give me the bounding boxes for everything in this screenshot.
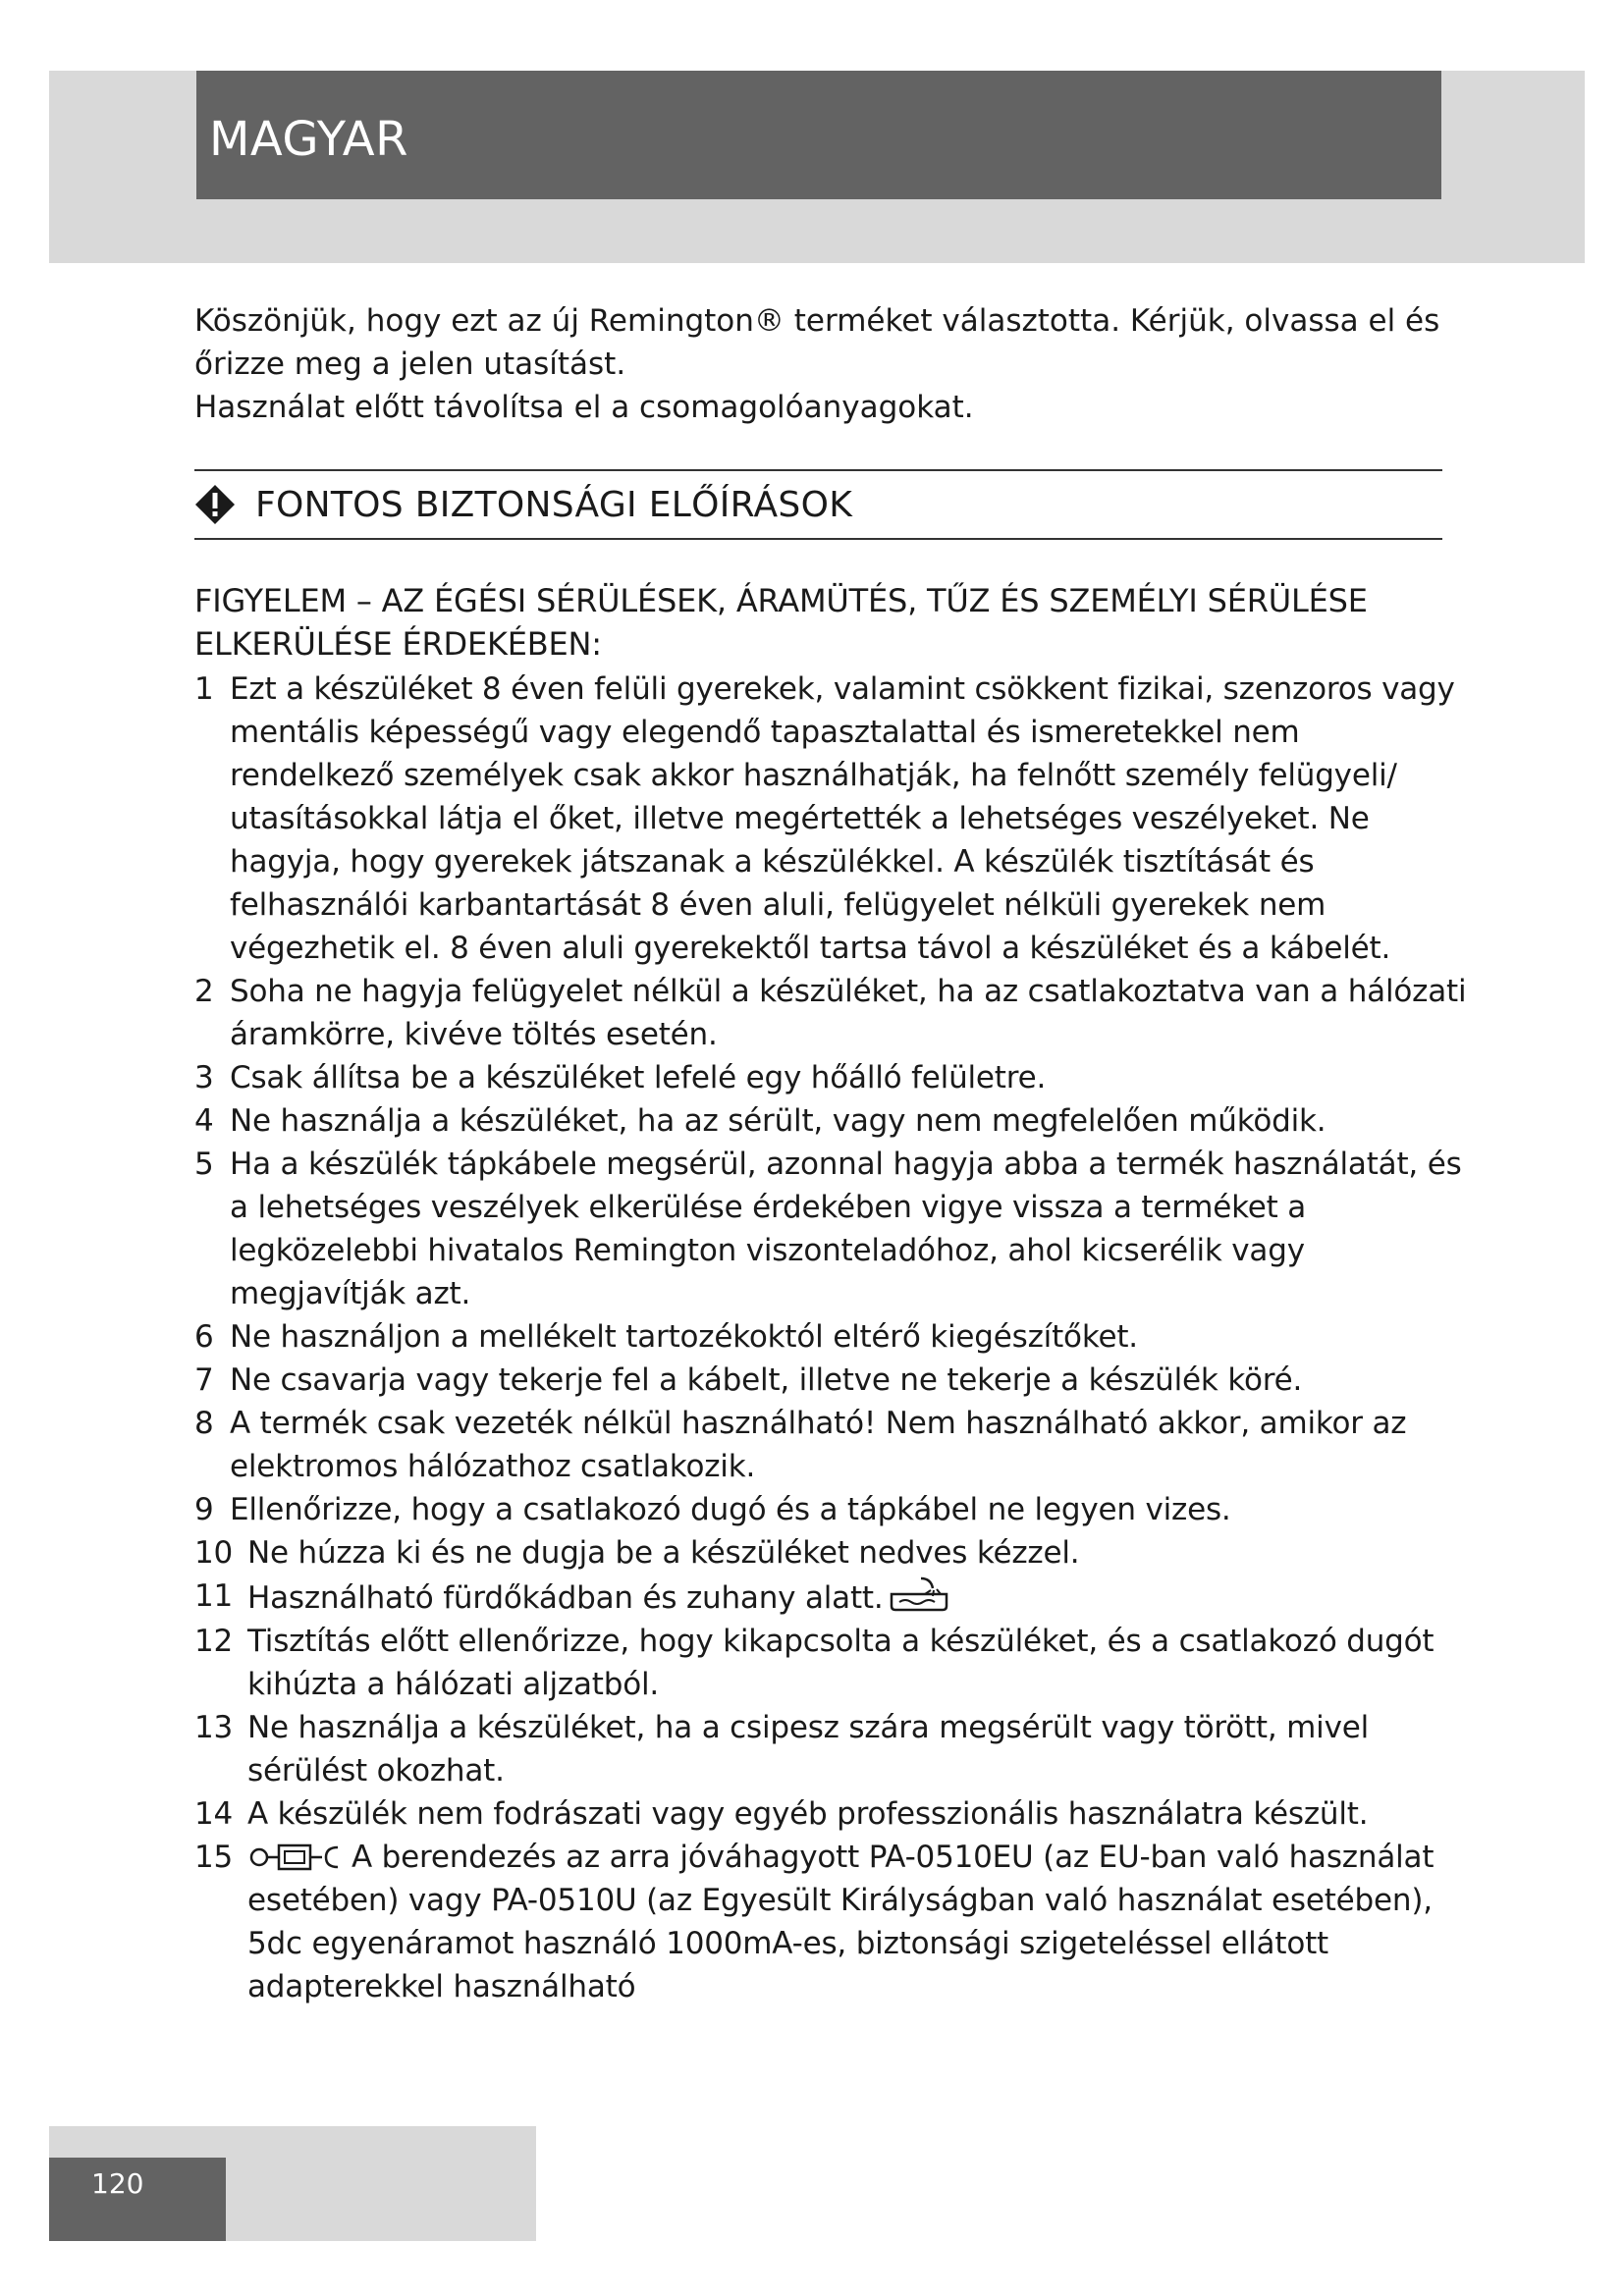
item-number: 10: [194, 1535, 234, 1571]
item-number: 3: [194, 1060, 214, 1095]
item-text: Ne csavarja vagy tekerje fel a kábelt, illetve ne tekerje a készülék köré.: [230, 1362, 1303, 1398]
list-item: [194, 1056, 1471, 1099]
warning-diamond-icon: [194, 484, 236, 525]
item-text: Ezt a készüléket 8 éven felüli gyerekek, valamint csökkent fizikai, szenzoros vagy mentális képességű vagy elegendő tapasztalattal és ismeretekkel nem rendelkező személyek csak akkor használhatják, ha felnőtt személy felügyeli/ utasításokkal látja el őket, illetve megértették a lehetséges veszélyeket. Ne hagyja, hogy gyerekek játszanak a készülékkel. A készülék tisztítását és felhasználói karbantartását 8 éven aluli, felügyelet nélküli gyerekek nem végezhetik el. 8 éven aluli gyerekektől tartsa távol a készüléket és a kábelét.: [230, 671, 1455, 966]
warning-text: FIGYELEM – AZ ÉGÉSI SÉRÜLÉSEK, ÁRAMÜTÉS, TŰZ ÉS SZEMÉLYI SÉRÜLÉSE ELKERÜLÉSE ÉRDEKÉBEN:: [194, 582, 1368, 663]
list-item: [194, 1099, 1471, 1143]
item-number: 9: [194, 1492, 214, 1527]
item-number: 14: [194, 1796, 234, 1832]
item-text: A termék csak vezeték nélkül használható! Nem használható akkor, amikor az elektromos hálózathoz csatlakozik.: [230, 1406, 1407, 1484]
item-text: Használható fürdőkádban és zuhany alatt.: [247, 1580, 884, 1616]
list-item: [194, 1792, 1471, 1836]
item-number: 8: [194, 1406, 214, 1441]
section-rule-bottom: [194, 538, 1442, 540]
list-item: [194, 667, 1471, 970]
item-number: 1: [194, 671, 214, 707]
list-item: [194, 1531, 1471, 1575]
item-text: Ne használja a készüléket, ha az sérült, vagy nem megfelelően működik.: [230, 1103, 1326, 1139]
list-item: [194, 1143, 1471, 1315]
item-number: 12: [194, 1624, 234, 1659]
item-text: Soha ne hagyja felügyelet nélkül a készüléket, ha az csatlakoztatva van a hálózati áramkörre, kivéve töltés esetén.: [230, 974, 1467, 1052]
list-item: [194, 970, 1471, 1056]
list-item: [194, 1315, 1471, 1359]
item-text: A készülék nem fodrászati vagy egyéb professzionális használatra készült.: [247, 1796, 1369, 1832]
item-text: Ellenőrizze, hogy a csatlakozó dugó és a tápkábel ne legyen vizes.: [230, 1492, 1231, 1527]
bathtub-shower-icon: [888, 1575, 958, 1614]
item-text: Tisztítás előtt ellenőrizze, hogy kikapcsolta a készüléket, és a csatlakozó dugót kihúzta a hálózati aljzatból.: [247, 1624, 1435, 1702]
safety-list: [194, 667, 1471, 2008]
item-text: Ne húzza ki és ne dugja be a készüléket nedves kézzel.: [247, 1535, 1080, 1571]
item-number: 15: [194, 1840, 234, 1875]
item-text: A berendezés az arra jóváhagyott PA-0510EU (az EU-ban való használat esetében) vagy PA-0510U (az Egyesült Királyságban való használat esetében), 5dc egyenáramot használó 1000mA-es, biztonsági szigeteléssel ellátott adapterekkel használható: [247, 1840, 1435, 2004]
list-item: [194, 1359, 1471, 1402]
list-item: [194, 1706, 1471, 1792]
item-number: 5: [194, 1147, 214, 1182]
item-number: 13: [194, 1710, 234, 1745]
item-text: Ne használja a készüléket, ha a csipesz szára megsérült vagy törött, mivel sérülést okozhat.: [247, 1710, 1370, 1789]
item-number: 4: [194, 1103, 214, 1139]
page-number: 120: [91, 2167, 144, 2200]
list-item: [194, 1836, 1471, 2008]
intro-line-2: Használat előtt távolítsa el a csomagolóanyagokat.: [194, 390, 974, 425]
intro: [194, 299, 1471, 429]
item-number: 2: [194, 974, 214, 1009]
section-title: FONTOS BIZTONSÁGI ELŐÍRÁSOK: [255, 484, 853, 525]
item-number: 7: [194, 1362, 214, 1398]
list-item-15-content: [247, 1836, 1471, 2008]
list-item-11-content: [247, 1575, 1471, 1620]
page-title: MAGYAR: [209, 112, 408, 167]
list-item: [194, 1620, 1471, 1706]
list-item: [194, 1575, 1471, 1620]
item-number: 11: [194, 1578, 234, 1614]
section-heading: [194, 477, 852, 532]
section-rule-top: [194, 469, 1442, 471]
item-text: Csak állítsa be a készüléket lefelé egy hőálló felületre.: [230, 1060, 1047, 1095]
list-item: [194, 1402, 1471, 1488]
item-number: 6: [194, 1319, 214, 1355]
item-text: Ne használjon a mellékelt tartozékoktól eltérő kiegészítőket.: [230, 1319, 1138, 1355]
item-text: Ha a készülék tápkábele megsérül, azonnal hagyja abba a termék használatát, és a lehetséges veszélyek elkerülése érdekében vigye vissza a terméket a legközelebbi hivatalos Remington viszonteladóhoz, ahol kicserélik vagy megjavítják azt.: [230, 1147, 1462, 1311]
intro-line-1: Köszönjük, hogy ezt az új Remington® terméket választotta. Kérjük, olvassa el és őrizze meg a jelen utasítást.: [194, 303, 1440, 382]
class-ii-adapter-icon: [247, 1836, 346, 1875]
list-item: [194, 1488, 1471, 1531]
